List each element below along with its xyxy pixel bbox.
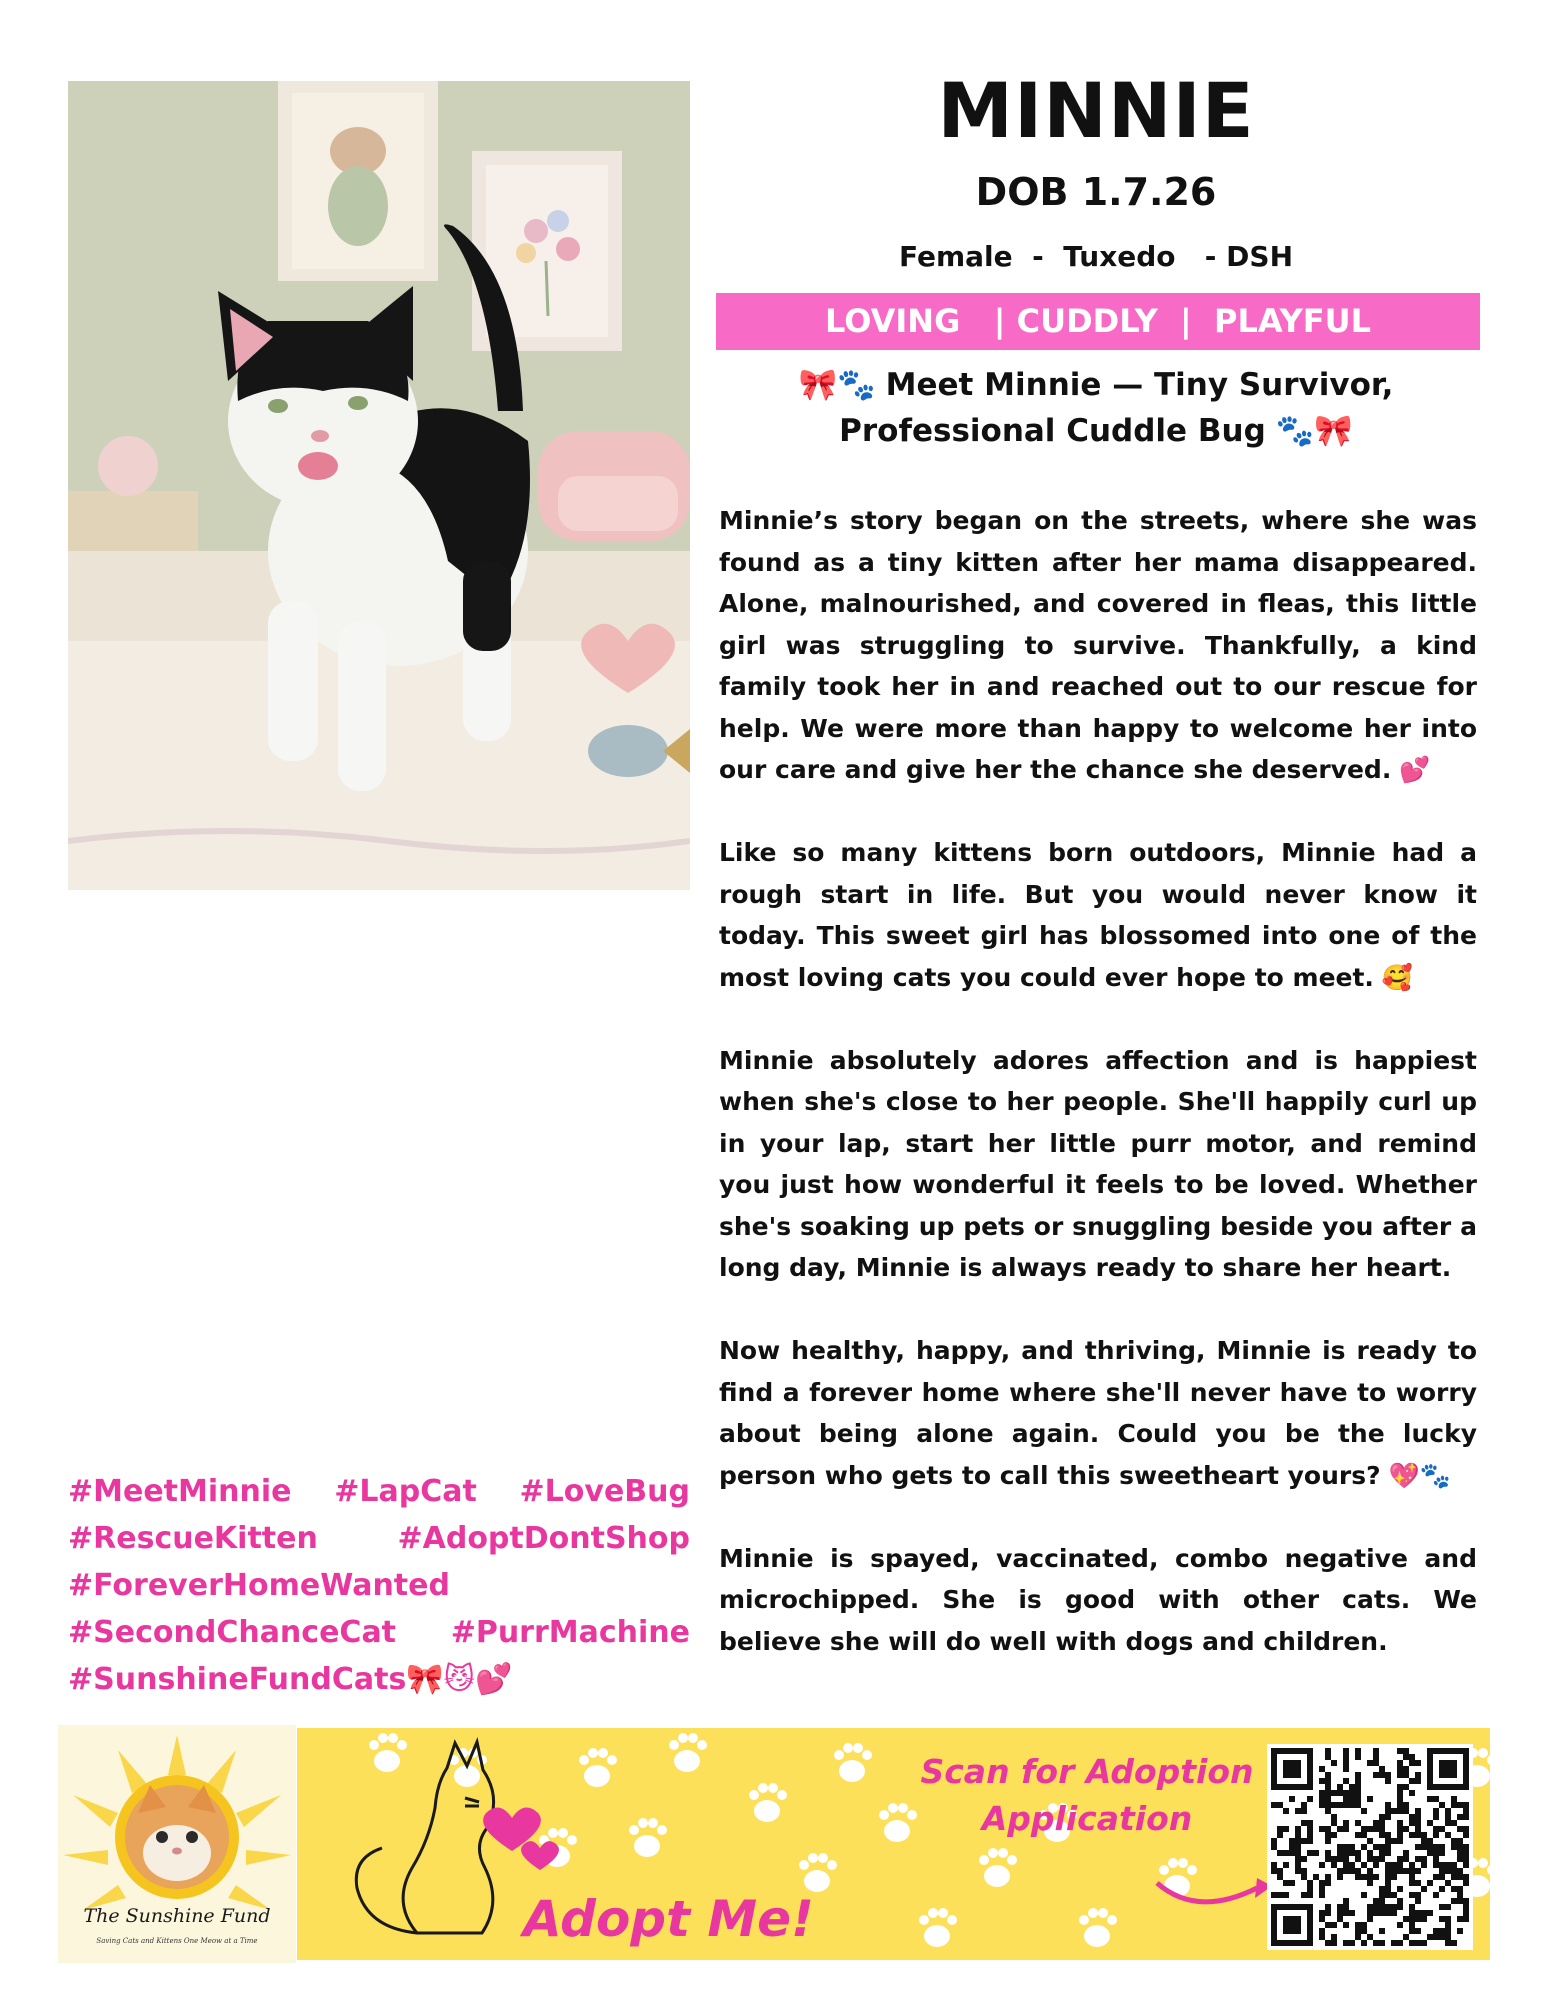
- qr-code-icon: [1267, 1744, 1473, 1950]
- pet-details: Female - Tuxedo - DSH: [899, 240, 1293, 273]
- story-paragraph: Minnie’s story began on the streets, where she was found as a tiny kitten after her mama disappeared. Alone, malnourished, and covered in fleas, this little girl was struggling to survive. Thankfully, a kind family took her in and reached out to our rescue for help. We were more than happy to welcome her into our care and give her the chance she deserved. 💕: [719, 506, 1477, 784]
- hashtag: #MeetMinnie: [68, 1474, 292, 1509]
- headline-line-1: 🎀🐾 Meet Minnie — Tiny Survivor,: [798, 367, 1394, 403]
- story-paragraph: Now healthy, happy, and thriving, Minnie is ready to find a forever home where she'll never have to worry about being alone again. Could you be the lucky person who gets to call this sweetheart yours? 💖🐾: [719, 1336, 1477, 1490]
- sun-logo-icon: [58, 1725, 296, 1963]
- sunshine-fund-logo: [58, 1725, 296, 1963]
- hashtag-row: [68, 1562, 690, 1609]
- heart-paw-emoji: 💖🐾: [1380, 1460, 1451, 1490]
- hashtag: #SecondChanceCat: [68, 1615, 397, 1650]
- hashtag: #LoveBug: [519, 1474, 690, 1509]
- hashtag-block: [68, 1468, 690, 1703]
- hashtag-row: [68, 1515, 690, 1562]
- logo-tagline: Saving Cats and Kittens One Meow at a Time: [96, 1937, 258, 1945]
- pet-dob: DOB 1.7.26: [975, 170, 1217, 214]
- scan-instructions: Scan for Adoption Application: [920, 1752, 1254, 1838]
- hashtag: #RescueKitten: [68, 1521, 318, 1556]
- logo-title: The Sunshine Fund: [83, 1905, 271, 1927]
- hashtag: #ForeverHomeWanted: [68, 1568, 450, 1603]
- hashtag: #SunshineFundCats: [68, 1662, 407, 1697]
- story-paragraph: Like so many kittens born outdoors, Minnie had a rough start in life. But you would never know it today. This sweet girl has blossomed into one of the most loving cats you could ever hope to meet. 🥰: [719, 838, 1477, 992]
- kitten-photo: [68, 81, 690, 890]
- adoption-banner: [297, 1728, 1490, 1960]
- hashtag: #AdoptDontShop: [397, 1521, 690, 1556]
- story-headline: [716, 362, 1476, 454]
- adoption-qr-code[interactable]: [1267, 1744, 1473, 1950]
- bow-paw-emoji: 🎀🐾: [798, 367, 886, 403]
- hashtag: #LapCat: [334, 1474, 477, 1509]
- smiling-hearts-emoji: 🥰: [1373, 962, 1414, 992]
- story-paragraph: Minnie absolutely adores affection and is happiest when she's close to her people. She'll happily curl up in your lap, start her little purr motor, and remind you just how wonderful it feels to be loved. Whether she's soaking up pets or snuggling beside you after a long day, Minnie is always ready to share her heart.: [719, 1045, 1477, 1282]
- pet-traits-banner: LOVING | CUDDLY | PLAYFUL: [716, 293, 1480, 350]
- paw-bow-emoji: 🐾🎀: [1265, 413, 1353, 449]
- hashtag-row: [68, 1609, 690, 1656]
- bow-cat-heart-emoji: 🎀😼💕: [406, 1662, 513, 1697]
- adopt-me-cta: Adopt Me!: [523, 1890, 814, 1948]
- hashtag-row: [68, 1656, 690, 1703]
- hashtag: #PurrMachine: [450, 1615, 690, 1650]
- pet-name: MINNIE: [937, 66, 1255, 155]
- story-body: [719, 500, 1477, 1662]
- headline-line-2: Professional Cuddle Bug 🐾🎀: [839, 413, 1353, 449]
- hashtag-row: [68, 1468, 690, 1515]
- medical-summary: Minnie is spayed, vaccinated, combo negative and microchipped. She is good with other cats. We believe she will do well with dogs and children.: [719, 1543, 1477, 1656]
- kitten-photo-illustration: [68, 81, 690, 890]
- two-hearts-emoji: 💕: [1391, 755, 1431, 784]
